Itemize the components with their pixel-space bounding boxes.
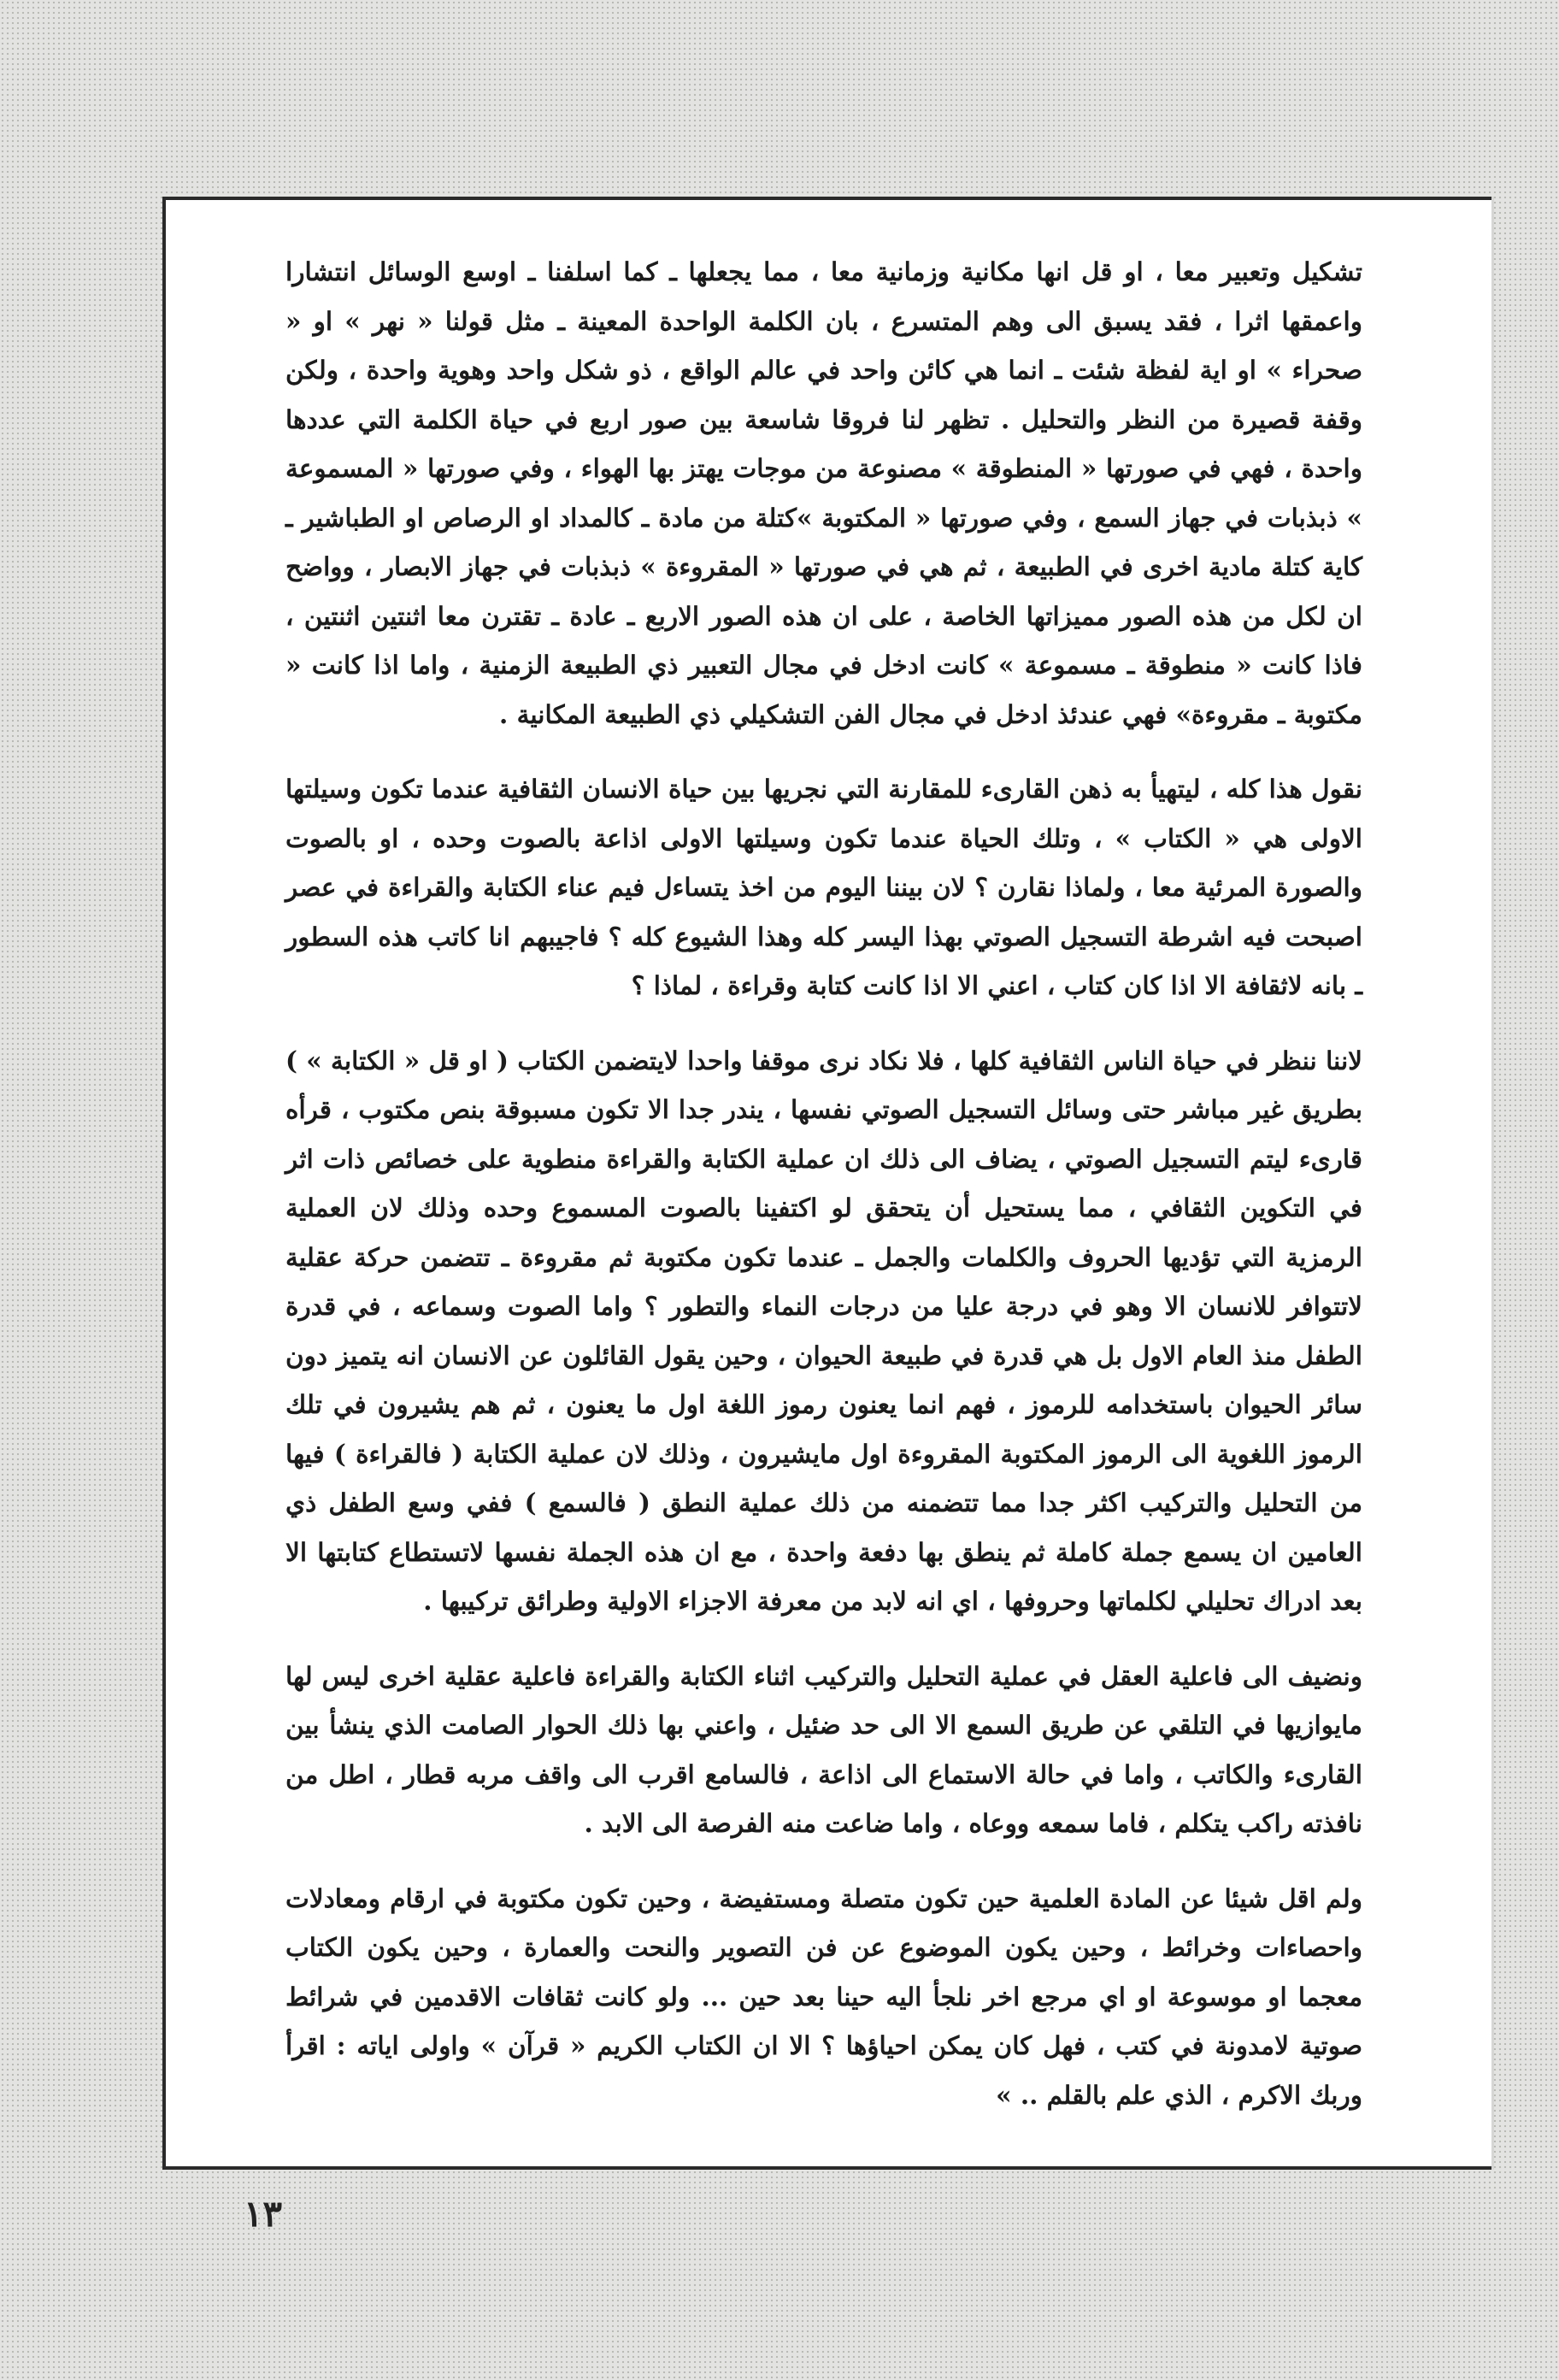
page-number: ١٣	[244, 2193, 283, 2235]
body-text	[285, 247, 1362, 2145]
paragraph-2: نقول هذا كله ، ليتهيأ به ذهن القارىء للمقارنة التي نجريها بين حياة الانسان الثقافية عندما تكون وسيلتها الاولى هي « الكتاب » ، وتلك الحياة عندما تكون وسيلتها الاولى اذاعة بالصوت وحده ، او بالصوت والصورة المرئية معا ، ولماذا نقارن ؟ لان بيننا اليوم من اخذ يتساءل فيم عناء الكتابة والقراءة في عصر اصبحت فيه اشرطة التسجيل الصوتي بهذا اليسر كله وهذا الشيوع كله ؟ فاجيبهم انا كاتب هذه السطور ـ بانه لاثقافة الا اذا كان كتاب ، اعني الا اذا كانت كتابة وقراءة ، لماذا ؟	[285, 774, 1362, 1000]
paragraph-4: ونضيف الى فاعلية العقل في عملية التحليل والتركيب اثناء الكتابة والقراءة فاعلية عقلية اخرى ليس لها مايوازيها في التلقي عن طريق السمع الا الى حد ضئيل ، واعني بها ذلك الحوار الصامت الذي ينشأ بين القارىء والكاتب ، واما في حالة الاستماع الى اذاعة ، فالسامع اقرب الى واقف مربه قطار ، اطل من نافذته راكب يتكلم ، فاما سمعه ووعاه ، واما ضاعت منه الفرصة الى الابد .	[285, 1660, 1362, 1838]
paragraph-3: لاننا ننظر في حياة الناس الثقافية كلها ، فلا نكاد نرى موقفا واحدا لايتضمن الكتاب ( او قل « الكتابة » ) بطريق غير مباشر حتى وسائل التسجيل الصوتي نفسها ، يندر جدا الا تكون مسبوقة بنص مكتوب ، قرأه قارىء ليتم التسجيل الصوتي ، يضاف الى ذلك ان عملية الكتابة والقراءة منطوية على خصائص ذات اثر في التكوين الثقافي ، مما يستحيل أن يتحقق لو اكتفينا بالصوت المسموع وحده وذلك لان العملية الرمزية التي تؤديها الحروف والكلمات والجمل ـ عندما تكون مكتوبة ثم مقروءة ـ تتضمن حركة عقلية لاتتوافر للانسان الا وهو في درجة عليا من درجات النماء والتطور ؟ واما الصوت وسماعه ، في قدرة الطفل منذ العام الاول بل هي قدرة في طبيعة الحيوان ، وحين يقول القائلون عن الانسان انه يتميز دون سائر الحيوان باستخدامه للرموز ، فهم انما يعنون رموز اللغة اول ما يعنون ، ثم هم يشيرون في تلك الرموز اللغوية الى الرموز المكتوبة المقروءة اول مايشيرون ، وذلك لان عملية الكتابة ( فالقراءة ) فيها من التحليل والتركيب اكثر جدا مما تتضمنه من ذلك عملية النطق ( فالسمع ) ففي وسع الطفل ذي العامين ان يسمع جملة كاملة ثم ينطق بها دفعة واحدة ، مع ان هذه الجملة نفسها لاتستطاع كتابتها الا بعد ادراك تحليلي لكلماتها وحروفها ، اي انه لابد من معرفة الاجزاء الاولية وطرائق تركيبها .	[285, 1045, 1362, 1616]
paragraph-5: ولم اقل شيئا عن المادة العلمية حين تكون متصلة ومستفيضة ، وحين تكون مكتوبة في ارقام ومعادلات واحصاءات وخرائط ، وحين يكون الموضوع عن فن التصوير والنحت والعمارة ، وحين يكون الكتاب معجما او موسوعة او اي مرجع اخر نلجأ اليه حينا بعد حين ... ولو كانت ثقافات الاقدمين في شرائط صوتية لامدونة في كتب ، فهل كان يمكن احياؤها ؟ الا ان الكتاب الكريم « قرآن » واولى اياته : اقرأ وربك الاكرم ، الذي علم بالقلم .. »	[285, 1882, 1362, 2110]
paragraph-1: تشكيل وتعبير معا ، او قل انها مكانية وزمانية معا ، مما يجعلها ـ كما اسلفنا ـ اوسع الوسائل انتشارا واعمقها اثرا ، فقد يسبق الى وهم المتسرع ، بان الكلمة الواحدة المعينة ـ مثل قولنا « نهر » او « صحراء » او اية لفظة شئت ـ انما هي كائن واحد في عالم الواقع ، ذو شكل واحد وهوية واحدة ، ولكن وقفة قصيرة من النظر والتحليل . تظهر لنا فروقا شاسعة بين صور اربع في حياة الكلمة التي عددها واحدة ، فهي في صورتها « المنطوقة » مصنوعة من موجات يهتز بها الهواء ، وفي صورتها « المسموعة » ذبذبات في جهاز السمع ، وفي صورتها « المكتوبة »كتلة من مادة ـ كالمداد او الرصاص او الطباشير ـ كاية كتلة مادية اخرى في الطبيعة ، ثم هي في صورتها « المقروءة » ذبذبات في جهاز الابصار ، وواضح ان لكل من هذه الصور مميزاتها الخاصة ، على ان هذه الصور الاربع ـ عادة ـ تقترن معا اثنتين اثنتين ، فاذا كانت « منطوقة ـ مسموعة » كانت ادخل في مجال التعبير ذي الطبيعة الزمنية ، واما اذا كانت « مكتوبة ـ مقروءة» فهي عندئذ ادخل في مجال الفن التشكيلي ذي الطبيعة المكانية .	[285, 256, 1362, 729]
page-frame	[162, 197, 1491, 2170]
page-edge	[1491, 197, 1494, 2170]
